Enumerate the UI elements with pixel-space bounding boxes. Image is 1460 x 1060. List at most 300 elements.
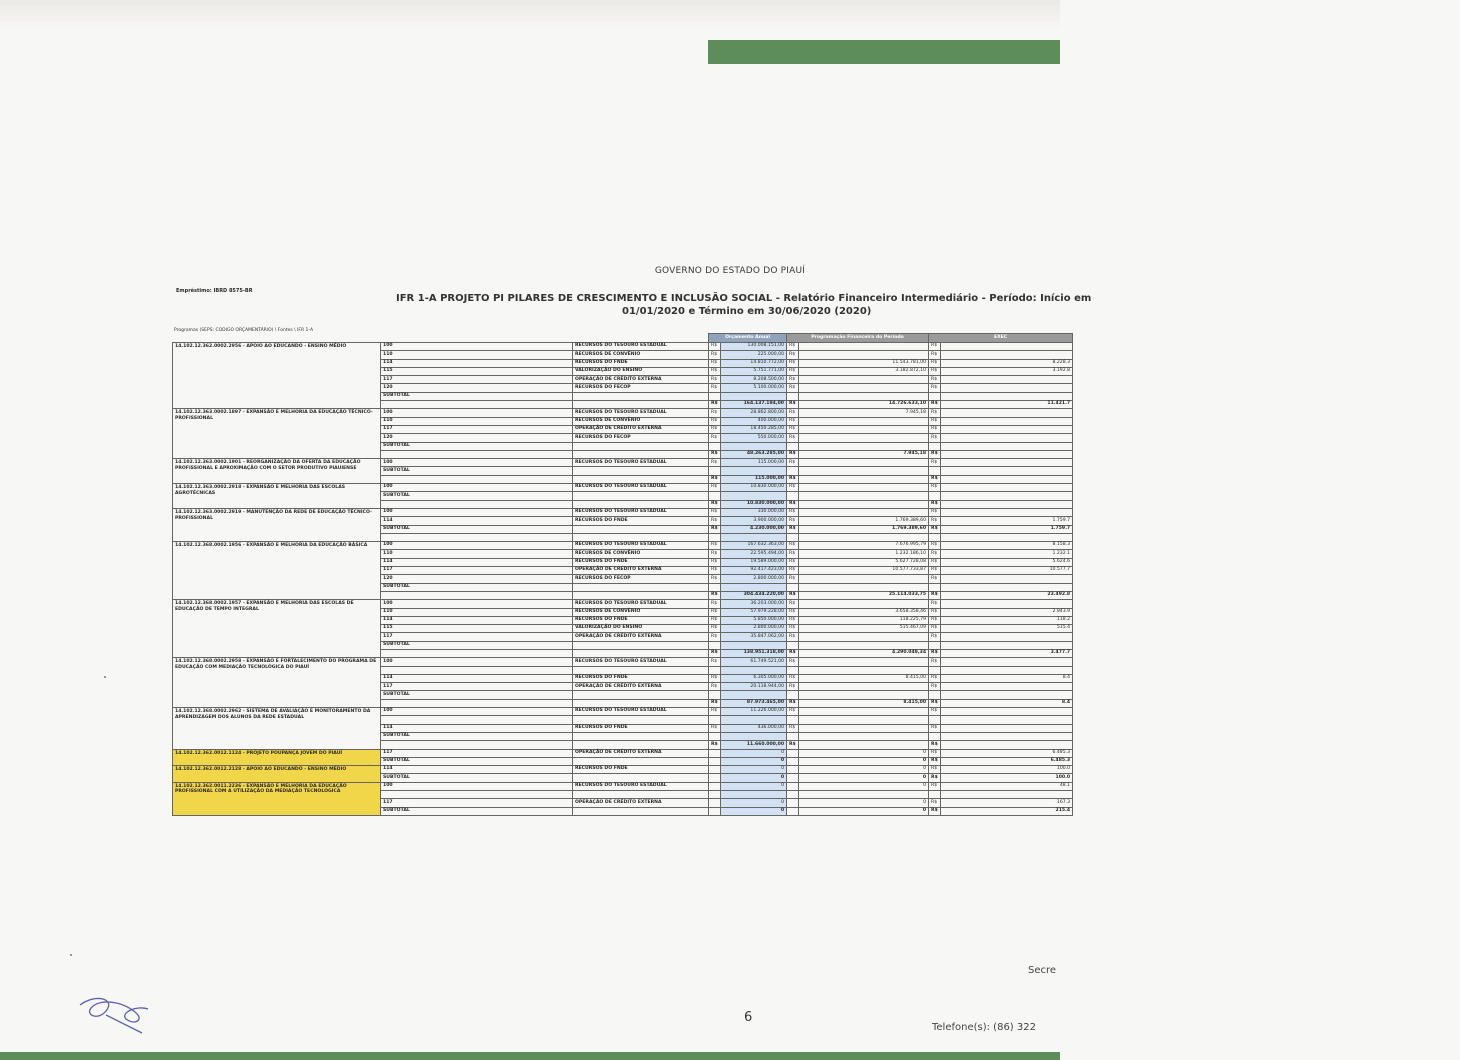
currency-cell: R$: [709, 359, 721, 367]
recurso-cell: [573, 475, 709, 483]
currency-cell: [929, 691, 941, 699]
fonte-cell: 114: [381, 724, 573, 732]
table-row: [173, 459, 1073, 467]
currency-cell: R$: [929, 616, 941, 624]
programacao-cell: 0: [799, 757, 929, 765]
orcamento-cell: [721, 641, 787, 649]
orcamento-cell: 11.660.000,00: [721, 741, 787, 749]
fonte-cell: [381, 591, 573, 599]
fonte-cell: SUBTOTAL: [381, 807, 573, 815]
orcamento-cell: [721, 533, 787, 541]
scan-speck: [104, 676, 106, 678]
currency-cell: R$: [929, 434, 941, 442]
recurso-cell: [573, 699, 709, 707]
exec-cell: [941, 343, 1073, 351]
currency-cell: R$: [709, 343, 721, 351]
table-header-row: [173, 334, 1073, 343]
orcamento-cell: 0: [721, 774, 787, 782]
currency-cell: R$: [929, 708, 941, 716]
fonte-cell: SUBTOTAL: [381, 492, 573, 500]
currency-cell: R$: [929, 367, 941, 375]
orcamento-cell: 130.008.151,00: [721, 343, 787, 351]
currency-cell: [709, 716, 721, 724]
orcamento-cell: 0: [721, 766, 787, 774]
orcamento-cell: 2.800.000,00: [721, 625, 787, 633]
recurso-cell: RECURSOS DE CONVÊNIO: [573, 550, 709, 558]
currency-cell: [709, 666, 721, 674]
currency-cell: R$: [787, 459, 799, 467]
fonte-cell: [381, 649, 573, 657]
program-cell: 14.102.12.363.0002.2918 - EXPANSÃO E MELHORIA DAS ESCOLAS AGROTÉCNICAS: [173, 484, 381, 509]
currency-cell: R$: [929, 766, 941, 774]
orcamento-cell: 164.137.194,00: [721, 401, 787, 409]
currency-cell: R$: [787, 376, 799, 384]
currency-cell: R$: [709, 558, 721, 566]
exec-cell: 8.158.3: [941, 542, 1073, 550]
currency-cell: R$: [929, 500, 941, 508]
programacao-cell: [799, 343, 929, 351]
fonte-cell: [381, 401, 573, 409]
recurso-cell: OPERAÇÃO DE CRÉDITO EXTERNA: [573, 799, 709, 807]
currency-cell: R$: [709, 517, 721, 525]
programacao-cell: [799, 376, 929, 384]
recurso-cell: RECURSOS DO FNDE: [573, 616, 709, 624]
orcamento-cell: 330.000,00: [721, 508, 787, 516]
currency-cell: [929, 666, 941, 674]
orcamento-cell: [721, 583, 787, 591]
currency-cell: R$: [709, 683, 721, 691]
currency-cell: R$: [929, 409, 941, 417]
program-cell: 14.102.12.362.0012.2128 - APOIO AO EDUCANDO - ENSINO MÉDIO: [173, 766, 381, 783]
currency-cell: R$: [787, 699, 799, 707]
currency-cell: R$: [709, 425, 721, 433]
exec-cell: [941, 450, 1073, 458]
currency-cell: [709, 583, 721, 591]
recurso-cell: OPERAÇÃO DE CRÉDITO EXTERNA: [573, 567, 709, 575]
currency-cell: [787, 691, 799, 699]
exec-cell: 215.4: [941, 807, 1073, 815]
exec-cell: [941, 376, 1073, 384]
currency-cell: R$: [929, 749, 941, 757]
recurso-cell: VALORIZAÇÃO DO ENSINO: [573, 625, 709, 633]
programacao-cell: 5.627.728,08: [799, 558, 929, 566]
fonte-cell: SUBTOTAL: [381, 583, 573, 591]
report-title-line1: IFR 1-A PROJETO PI PILARES DE CRESCIMENTO E INCLUSÃO SOCIAL - Relatório Financeiro Intermediário - Período: Início em: [396, 293, 1092, 304]
currency-cell: R$: [787, 658, 799, 666]
currency-cell: R$: [929, 343, 941, 351]
currency-cell: R$: [787, 384, 799, 392]
fonte-cell: 114: [381, 674, 573, 682]
exec-cell: [941, 492, 1073, 500]
recurso-cell: [573, 500, 709, 508]
currency-cell: [787, 766, 799, 774]
footer-secre: Secre: [1028, 965, 1057, 976]
programacao-cell: [799, 392, 929, 400]
currency-cell: R$: [709, 625, 721, 633]
table-row: [173, 782, 1073, 790]
orcamento-cell: 22.595.494,00: [721, 550, 787, 558]
currency-cell: R$: [787, 608, 799, 616]
currency-cell: R$: [787, 633, 799, 641]
currency-cell: R$: [929, 425, 941, 433]
currency-cell: R$: [929, 724, 941, 732]
exec-cell: 1.759.7: [941, 517, 1073, 525]
programacao-cell: [799, 716, 929, 724]
currency-cell: [929, 442, 941, 450]
recurso-cell: RECURSOS DO FNDE: [573, 674, 709, 682]
currency-cell: R$: [787, 359, 799, 367]
programacao-cell: [799, 708, 929, 716]
program-cell: 14.102.12.362.0012.1124 - PROJETO POUPANÇA JOVEM DO PIAUÍ: [173, 749, 381, 766]
currency-cell: [929, 791, 941, 799]
currency-cell: R$: [929, 417, 941, 425]
scan-edge: [0, 0, 1060, 30]
currency-cell: [709, 442, 721, 450]
recurso-cell: [573, 442, 709, 450]
orcamento-cell: 18.450.285,00: [721, 425, 787, 433]
currency-cell: [787, 392, 799, 400]
currency-cell: [709, 774, 721, 782]
currency-cell: R$: [929, 575, 941, 583]
currency-cell: R$: [929, 459, 941, 467]
currency-cell: [709, 782, 721, 790]
exec-cell: 1.232.1: [941, 550, 1073, 558]
orcamento-cell: 11.226.000,00: [721, 708, 787, 716]
exec-cell: [941, 708, 1073, 716]
table-row: [173, 658, 1073, 666]
exec-cell: 8.4: [941, 674, 1073, 682]
fonte-cell: 120: [381, 575, 573, 583]
exec-cell: [941, 425, 1073, 433]
fonte-cell: 114: [381, 359, 573, 367]
exec-cell: 3.477.7: [941, 649, 1073, 657]
currency-cell: [709, 492, 721, 500]
programacao-cell: [799, 666, 929, 674]
fonte-cell: [381, 716, 573, 724]
orcamento-cell: [721, 691, 787, 699]
currency-cell: R$: [709, 484, 721, 492]
fonte-cell: [381, 699, 573, 707]
orcamento-cell: 5.100.000,00: [721, 384, 787, 392]
currency-cell: [709, 732, 721, 740]
orcamento-cell: 48.263.285,00: [721, 450, 787, 458]
orcamento-cell: 115.000,00: [721, 475, 787, 483]
orcamento-cell: 28.862.800,00: [721, 409, 787, 417]
currency-cell: R$: [929, 450, 941, 458]
currency-cell: R$: [709, 708, 721, 716]
currency-cell: R$: [709, 608, 721, 616]
fonte-cell: 100: [381, 484, 573, 492]
currency-cell: R$: [929, 591, 941, 599]
currency-cell: R$: [929, 401, 941, 409]
currency-cell: R$: [787, 575, 799, 583]
orcamento-cell: 5.751.771,00: [721, 367, 787, 375]
currency-cell: R$: [787, 517, 799, 525]
orcamento-cell: 8.208.500,00: [721, 376, 787, 384]
programacao-cell: [799, 791, 929, 799]
currency-cell: R$: [787, 525, 799, 533]
recurso-cell: RECURSOS DO TESOURO ESTADUAL: [573, 459, 709, 467]
programacao-cell: [799, 633, 929, 641]
exec-cell: [941, 351, 1073, 359]
exec-cell: [941, 409, 1073, 417]
recurso-cell: RECURSOS DO TESOURO ESTADUAL: [573, 782, 709, 790]
recurso-cell: [573, 450, 709, 458]
currency-cell: R$: [787, 475, 799, 483]
fonte-cell: 117: [381, 633, 573, 641]
programacao-cell: 10.577.733,87: [799, 567, 929, 575]
program-cell: 14.102.12.368.0002.1956 - EXPANSÃO E MELHORIA DA EDUCAÇÃO BÁSICA: [173, 542, 381, 600]
exec-cell: [941, 475, 1073, 483]
fonte-cell: SUBTOTAL: [381, 442, 573, 450]
exec-cell: [941, 732, 1073, 740]
fonte-cell: 115: [381, 625, 573, 633]
currency-cell: R$: [787, 591, 799, 599]
currency-cell: R$: [709, 674, 721, 682]
recurso-cell: [573, 791, 709, 799]
currency-cell: R$: [787, 616, 799, 624]
currency-cell: [709, 757, 721, 765]
programacao-cell: [799, 475, 929, 483]
currency-cell: R$: [787, 484, 799, 492]
currency-cell: R$: [787, 351, 799, 359]
currency-cell: [929, 392, 941, 400]
recurso-cell: OPERAÇÃO DE CRÉDITO EXTERNA: [573, 425, 709, 433]
fonte-cell: 100: [381, 459, 573, 467]
currency-cell: [787, 442, 799, 450]
program-cell: 14.102.12.368.0002.2962 - SISTEMA DE AVALIAÇÃO E MONITORAMENTO DA APRENDIZAGEM DOS ALUNOS DA REDE ESTADUAL: [173, 708, 381, 749]
programacao-cell: 7.945,18: [799, 409, 929, 417]
signature: [76, 985, 156, 1035]
orcamento-cell: 5.850.000,00: [721, 616, 787, 624]
currency-cell: R$: [787, 724, 799, 732]
recurso-cell: RECURSOS DO FNDE: [573, 724, 709, 732]
program-cell: 14.102.12.368.0002.1957 - EXPANSÃO E MELHORIA DAS ESCOLAS DE EDUCAÇÃO DE TEMPO INTEGRAL: [173, 600, 381, 658]
orcamento-cell: 0: [721, 757, 787, 765]
orcamento-cell: 550.000,00: [721, 434, 787, 442]
currency-cell: R$: [929, 633, 941, 641]
programacao-cell: [799, 732, 929, 740]
currency-cell: R$: [709, 550, 721, 558]
currency-cell: R$: [709, 417, 721, 425]
programacao-cell: [799, 425, 929, 433]
report-title-line2: 01/01/2020 e Término em 30/06/2020 (2020): [622, 306, 872, 317]
currency-cell: [787, 641, 799, 649]
currency-cell: R$: [709, 450, 721, 458]
fonte-cell: 114: [381, 766, 573, 774]
currency-cell: [787, 782, 799, 790]
currency-cell: R$: [709, 616, 721, 624]
table-row: [173, 409, 1073, 417]
programacao-cell: 0: [799, 782, 929, 790]
exec-cell: [941, 633, 1073, 641]
orcamento-cell: [721, 666, 787, 674]
programacao-cell: 3.658.358,46: [799, 608, 929, 616]
programacao-cell: 8.415,00: [799, 674, 929, 682]
currency-cell: R$: [929, 600, 941, 608]
exec-cell: 118.2: [941, 616, 1073, 624]
orcamento-cell: [721, 732, 787, 740]
scan-speck: [70, 954, 72, 956]
currency-cell: R$: [709, 567, 721, 575]
orcamento-cell: 115.000,00: [721, 459, 787, 467]
recurso-cell: [573, 533, 709, 541]
fonte-cell: SUBTOTAL: [381, 732, 573, 740]
currency-cell: [709, 533, 721, 541]
currency-cell: [787, 807, 799, 815]
exec-cell: 515.4: [941, 625, 1073, 633]
programacao-cell: [799, 442, 929, 450]
programacao-cell: 25.114.033,75: [799, 591, 929, 599]
recurso-cell: [573, 691, 709, 699]
exec-cell: [941, 434, 1073, 442]
currency-cell: [709, 749, 721, 757]
currency-cell: R$: [929, 649, 941, 657]
currency-cell: R$: [787, 367, 799, 375]
ifr-table: [172, 333, 1073, 816]
currency-cell: R$: [929, 550, 941, 558]
programacao-cell: 8.415,00: [799, 699, 929, 707]
exec-cell: [941, 641, 1073, 649]
recurso-cell: [573, 741, 709, 749]
orcamento-cell: [721, 467, 787, 475]
currency-cell: [787, 716, 799, 724]
fonte-cell: 100: [381, 343, 573, 351]
exec-cell: [941, 500, 1073, 508]
recurso-cell: RECURSOS DE CONVÊNIO: [573, 351, 709, 359]
recurso-cell: [573, 492, 709, 500]
currency-cell: R$: [929, 508, 941, 516]
fonte-cell: 100: [381, 508, 573, 516]
recurso-cell: [573, 757, 709, 765]
currency-cell: R$: [709, 367, 721, 375]
exec-cell: [941, 392, 1073, 400]
recurso-cell: OPERAÇÃO DE CRÉDITO EXTERNA: [573, 376, 709, 384]
programacao-cell: 1.769.389,60: [799, 517, 929, 525]
recurso-cell: RECURSOS DO FNDE: [573, 359, 709, 367]
currency-cell: R$: [787, 550, 799, 558]
exec-cell: [941, 533, 1073, 541]
exec-cell: 6.485.3: [941, 757, 1073, 765]
fonte-cell: 114: [381, 616, 573, 624]
table-row: [173, 708, 1073, 716]
currency-cell: R$: [709, 508, 721, 516]
currency-cell: [709, 766, 721, 774]
currency-cell: R$: [929, 741, 941, 749]
exec-cell: 23.492.8: [941, 591, 1073, 599]
recurso-cell: RECURSOS DO FNDE: [573, 517, 709, 525]
orcamento-cell: 4.230.000,00: [721, 525, 787, 533]
currency-cell: R$: [787, 500, 799, 508]
fonte-cell: SUBTOTAL: [381, 757, 573, 765]
page-number: 6: [744, 1010, 753, 1025]
currency-cell: R$: [787, 417, 799, 425]
currency-cell: R$: [709, 401, 721, 409]
currency-cell: R$: [709, 409, 721, 417]
recurso-cell: RECURSOS DO TESOURO ESTADUAL: [573, 658, 709, 666]
programacao-cell: [799, 508, 929, 516]
recurso-cell: VALORIZAÇÃO DO ENSINO: [573, 367, 709, 375]
currency-cell: R$: [787, 741, 799, 749]
programacao-cell: 0: [799, 807, 929, 815]
currency-cell: R$: [929, 542, 941, 550]
currency-cell: [787, 757, 799, 765]
programacao-cell: [799, 434, 929, 442]
orcamento-cell: 10.830.000,00: [721, 500, 787, 508]
currency-cell: R$: [929, 782, 941, 790]
currency-cell: [787, 492, 799, 500]
exec-cell: 6.485.3: [941, 749, 1073, 757]
currency-cell: [787, 666, 799, 674]
recurso-cell: [573, 392, 709, 400]
fonte-cell: SUBTOTAL: [381, 691, 573, 699]
report-title: [396, 292, 1116, 318]
programacao-cell: 1.769.389,60: [799, 525, 929, 533]
orcamento-cell: 14.810.772,00: [721, 359, 787, 367]
fonte-cell: 117: [381, 376, 573, 384]
exec-cell: [941, 459, 1073, 467]
currency-cell: R$: [709, 633, 721, 641]
currency-cell: [929, 716, 941, 724]
currency-cell: R$: [929, 807, 941, 815]
fonte-cell: 110: [381, 608, 573, 616]
currency-cell: R$: [929, 517, 941, 525]
currency-cell: [709, 807, 721, 815]
exec-cell: [941, 583, 1073, 591]
currency-cell: R$: [709, 724, 721, 732]
orcamento-cell: [721, 442, 787, 450]
table-row: [173, 542, 1073, 550]
recurso-cell: RECURSOS DO FECOP: [573, 575, 709, 583]
currency-cell: [709, 641, 721, 649]
currency-cell: [709, 467, 721, 475]
orcamento-cell: 400.000,00: [721, 417, 787, 425]
fonte-cell: SUBTOTAL: [381, 774, 573, 782]
exec-cell: [941, 658, 1073, 666]
recurso-cell: RECURSOS DE CONVÊNIO: [573, 417, 709, 425]
currency-cell: [787, 732, 799, 740]
currency-cell: [709, 691, 721, 699]
currency-cell: R$: [929, 658, 941, 666]
currency-cell: R$: [787, 683, 799, 691]
exec-cell: [941, 716, 1073, 724]
loan-label: Empréstimo: IBRD 8575-BR: [176, 288, 253, 294]
fonte-cell: 120: [381, 434, 573, 442]
currency-cell: [709, 791, 721, 799]
currency-cell: R$: [709, 699, 721, 707]
currency-cell: R$: [709, 459, 721, 467]
currency-cell: R$: [709, 434, 721, 442]
recurso-cell: RECURSOS DE CONVÊNIO: [573, 608, 709, 616]
exec-cell: 5.624.6: [941, 558, 1073, 566]
currency-cell: R$: [929, 608, 941, 616]
table-row: [173, 343, 1073, 351]
table-row: [173, 766, 1073, 774]
exec-cell: [941, 724, 1073, 732]
orcamento-cell: 6.305.000,00: [721, 674, 787, 682]
exec-cell: [941, 508, 1073, 516]
recurso-cell: [573, 732, 709, 740]
exec-cell: [941, 666, 1073, 674]
recurso-cell: [573, 591, 709, 599]
exec-cell: 8.228.3: [941, 359, 1073, 367]
currency-cell: R$: [929, 799, 941, 807]
orcamento-cell: 3.900.000,00: [721, 517, 787, 525]
fonte-cell: [381, 500, 573, 508]
currency-cell: [929, 732, 941, 740]
exec-cell: 167.3: [941, 799, 1073, 807]
exec-cell: [941, 683, 1073, 691]
